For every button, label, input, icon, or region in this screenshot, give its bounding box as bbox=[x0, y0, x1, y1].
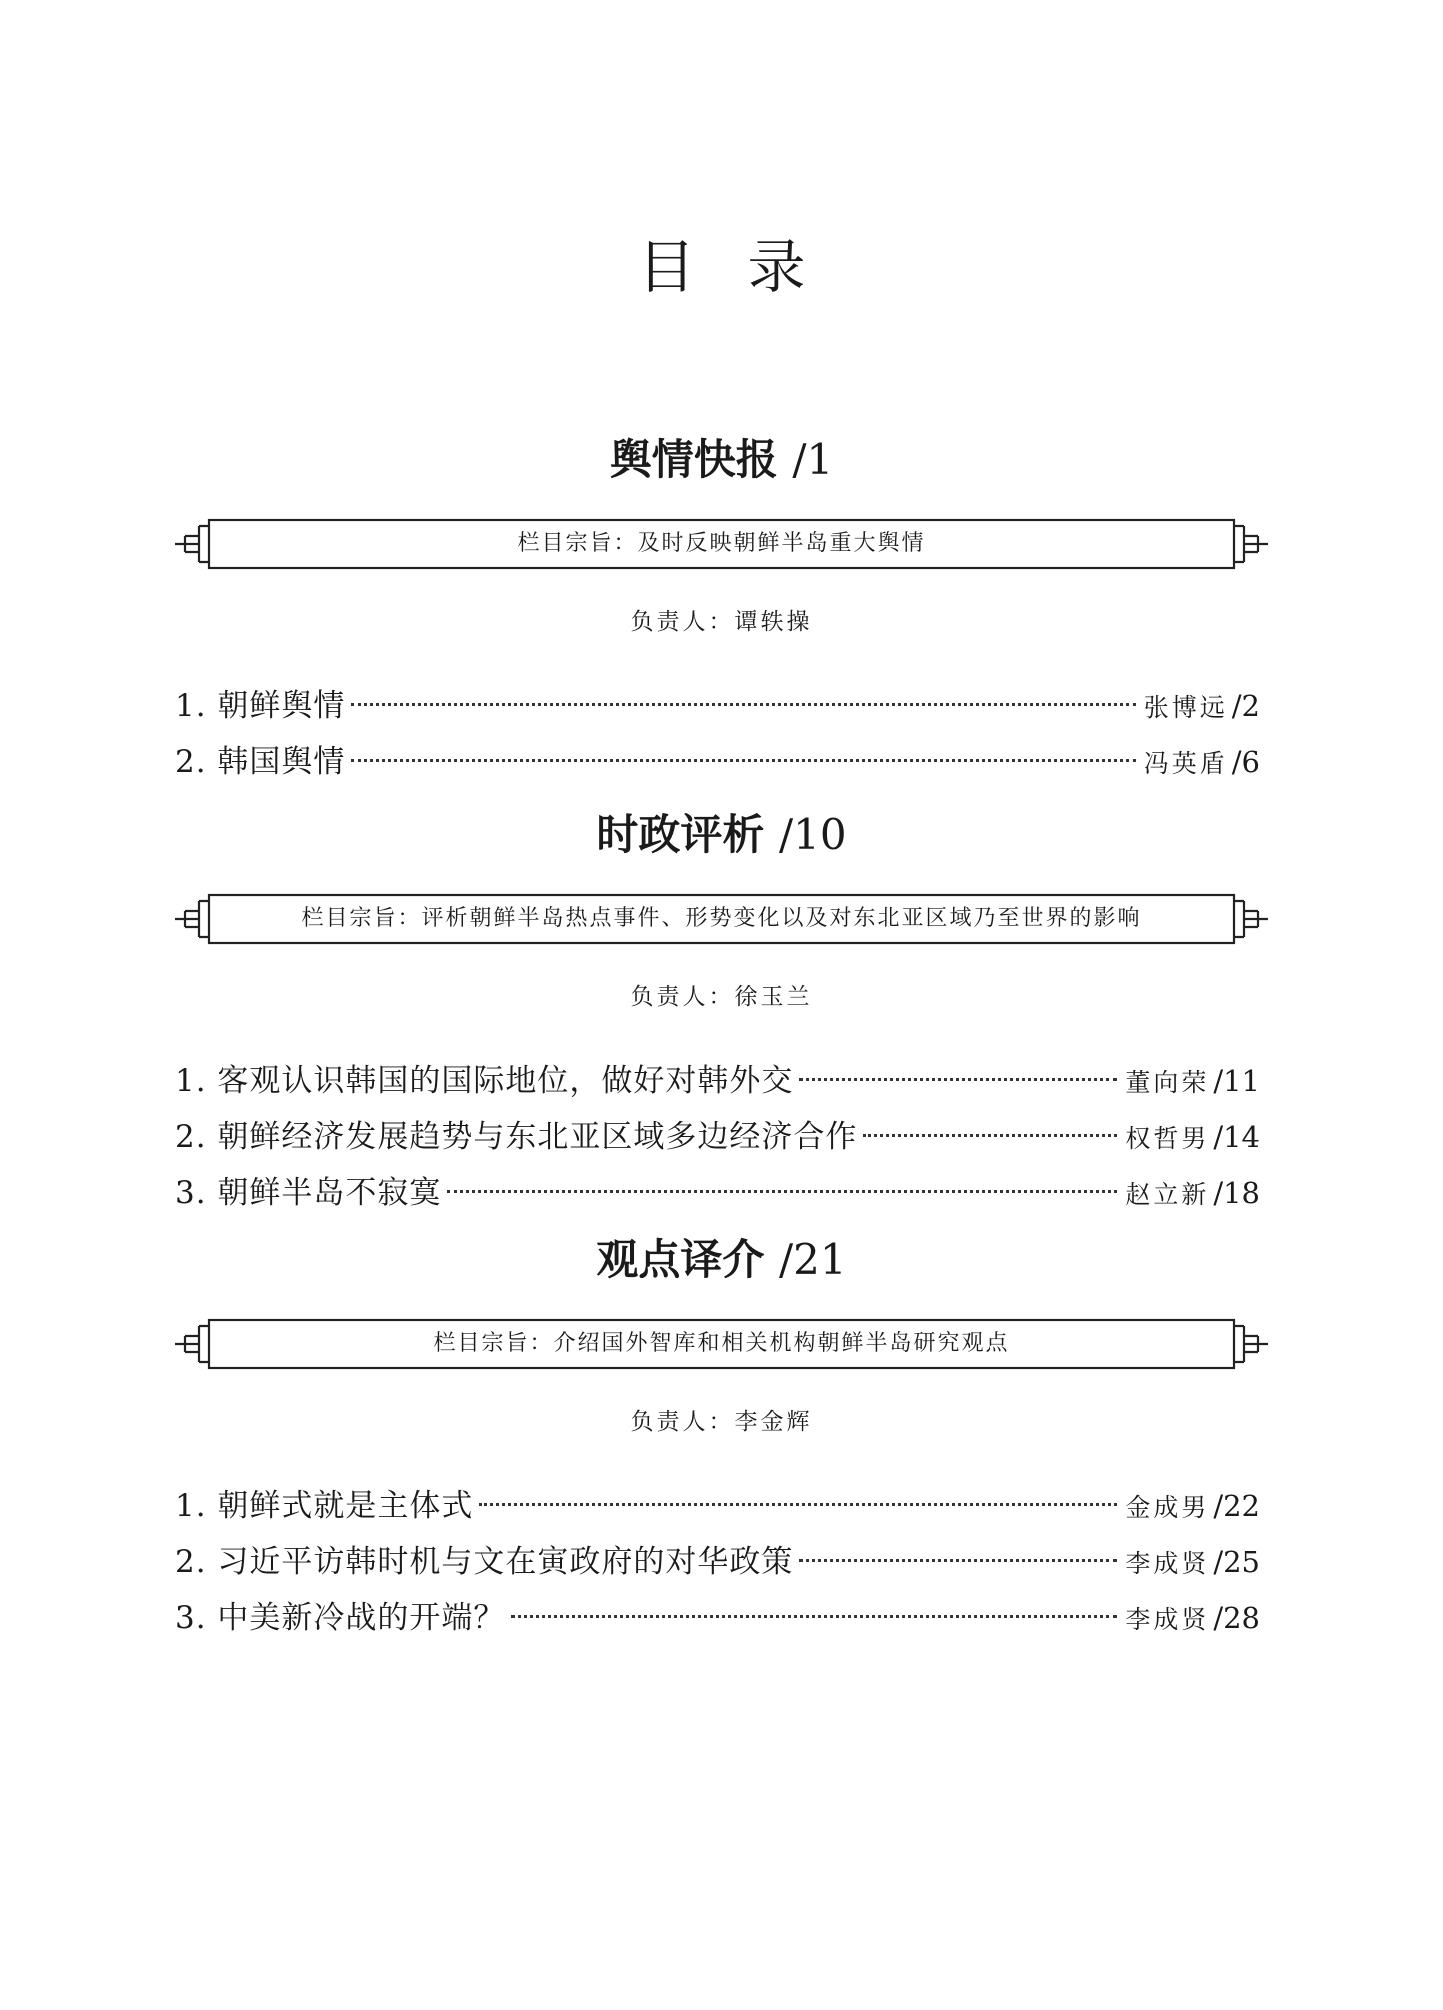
section-yuqing bbox=[0, 430, 1443, 790]
section-heading bbox=[0, 1230, 1443, 1290]
entry-author: 张博远 bbox=[1143, 693, 1228, 722]
entry-author: 权哲男 bbox=[1125, 1124, 1210, 1153]
banner-text: 栏目宗旨：介绍国外智库和相关机构朝鲜半岛研究观点 bbox=[433, 1331, 1010, 1356]
section-heading-page: /10 bbox=[779, 810, 847, 859]
toc-entry[interactable] bbox=[175, 1534, 1260, 1590]
entry-page: /2 bbox=[1231, 689, 1260, 723]
entry-title: 2. 朝鲜经济发展趋势与东北亚区域多边经济合作 bbox=[175, 1119, 858, 1155]
entry-list bbox=[175, 1053, 1260, 1221]
entry-page: /28 bbox=[1213, 1601, 1260, 1635]
entry-page: /11 bbox=[1213, 1064, 1260, 1098]
page-title: 目录 bbox=[637, 233, 858, 301]
section-heading-title: 舆情快报 bbox=[609, 435, 778, 484]
section-banner bbox=[175, 893, 1268, 945]
section-banner bbox=[175, 518, 1268, 570]
entry-list bbox=[175, 678, 1260, 790]
responsible-person: 负责人：徐玉兰 bbox=[630, 984, 813, 1010]
dot-leader bbox=[799, 1078, 1117, 1081]
toc-entry[interactable] bbox=[175, 1053, 1260, 1109]
entry-page: /18 bbox=[1213, 1176, 1260, 1210]
entry-page: /6 bbox=[1231, 745, 1260, 779]
section-heading-title: 观点译介 bbox=[596, 1235, 765, 1284]
section-heading bbox=[0, 805, 1443, 865]
entry-page: /22 bbox=[1213, 1489, 1260, 1523]
toc-entry[interactable] bbox=[175, 1478, 1260, 1534]
entry-page: /25 bbox=[1213, 1545, 1260, 1579]
section-heading-page: /1 bbox=[792, 435, 834, 484]
toc-entry[interactable] bbox=[175, 734, 1260, 790]
entry-author: 李成贤 bbox=[1125, 1549, 1210, 1578]
section-heading-page: /21 bbox=[779, 1235, 847, 1284]
responsible-person: 负责人：李金辉 bbox=[630, 1409, 813, 1435]
dot-leader bbox=[447, 1190, 1117, 1193]
entry-author: 董向荣 bbox=[1125, 1068, 1210, 1097]
toc-entry[interactable] bbox=[175, 678, 1260, 734]
section-shizheng bbox=[0, 805, 1443, 1221]
entry-title: 2. 韩国舆情 bbox=[175, 744, 346, 780]
section-heading bbox=[0, 430, 1443, 490]
toc-entry[interactable] bbox=[175, 1590, 1260, 1646]
entry-author: 金成男 bbox=[1125, 1493, 1210, 1522]
section-guandian bbox=[0, 1230, 1443, 1646]
entry-title: 2. 习近平访韩时机与文在寅政府的对华政策 bbox=[175, 1544, 794, 1580]
entry-title: 3. 朝鲜半岛不寂寞 bbox=[175, 1175, 442, 1211]
entry-title: 1. 朝鲜式就是主体式 bbox=[175, 1488, 474, 1524]
entry-title: 1. 朝鲜舆情 bbox=[175, 688, 346, 724]
entry-title: 1. 客观认识韩国的国际地位，做好对韩外交 bbox=[175, 1063, 794, 1099]
section-banner bbox=[175, 1318, 1268, 1370]
entry-page: /14 bbox=[1213, 1120, 1260, 1154]
dot-leader bbox=[351, 703, 1135, 706]
entry-list bbox=[175, 1478, 1260, 1646]
entry-author: 李成贤 bbox=[1125, 1605, 1210, 1634]
dot-leader bbox=[511, 1615, 1117, 1618]
entry-author: 冯英盾 bbox=[1143, 749, 1228, 778]
dot-leader bbox=[479, 1503, 1117, 1506]
toc-entry[interactable] bbox=[175, 1109, 1260, 1165]
responsible-person: 负责人：谭轶操 bbox=[630, 609, 813, 635]
entry-author: 赵立新 bbox=[1125, 1180, 1210, 1209]
dot-leader bbox=[799, 1559, 1117, 1562]
banner-text: 栏目宗旨：及时反映朝鲜半岛重大舆情 bbox=[517, 531, 926, 556]
dot-leader bbox=[351, 759, 1135, 762]
banner-text: 栏目宗旨：评析朝鲜半岛热点事件、形势变化以及对东北亚区域乃至世界的影响 bbox=[301, 906, 1142, 931]
entry-title: 3. 中美新冷战的开端？ bbox=[175, 1600, 506, 1636]
toc-entry[interactable] bbox=[175, 1165, 1260, 1221]
section-heading-title: 时政评析 bbox=[596, 810, 765, 859]
dot-leader bbox=[863, 1134, 1117, 1137]
